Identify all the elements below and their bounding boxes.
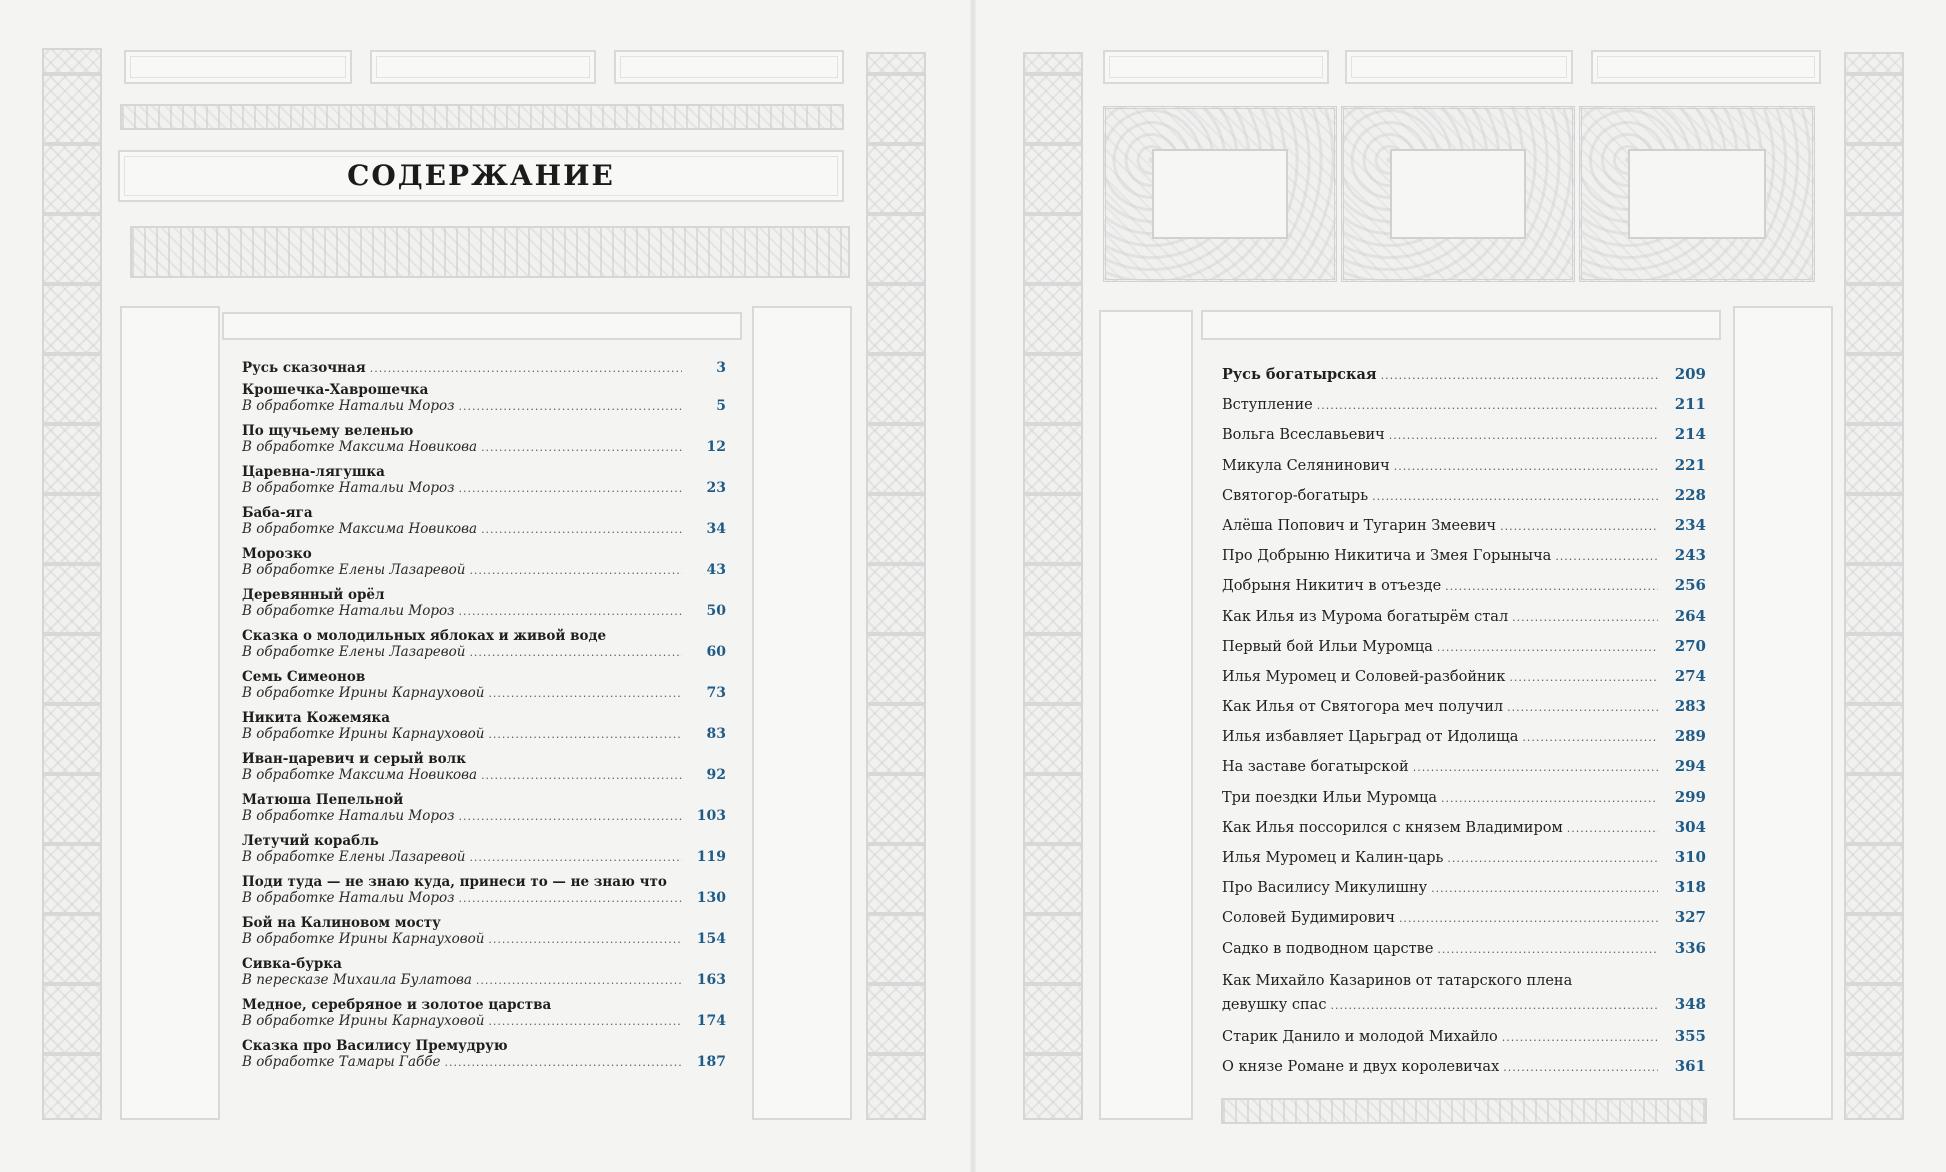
- toc-page-number: 283: [1674, 697, 1706, 716]
- toc-entry: [1222, 666, 1706, 696]
- toc-section: [1222, 364, 1706, 394]
- toc-leader-dots: [1317, 395, 1658, 416]
- toc-page-number: 34: [706, 521, 726, 537]
- right-ornate-panel-2: [1341, 106, 1575, 282]
- left-ornament-strip-mid: [130, 226, 850, 278]
- toc-entry-title: Как Илья от Святогора меч получил: [1222, 699, 1504, 716]
- right-top-panel-2: [1345, 50, 1573, 84]
- toc-leader-dots: [1503, 1057, 1658, 1078]
- toc-entry: [242, 956, 726, 997]
- toc-line: [242, 644, 726, 661]
- toc-entry-title: Старик Данило и молодой Михайло: [1222, 1028, 1498, 1045]
- toc-entry-title: Илья Муромец и Соловей-разбойник: [1222, 668, 1506, 685]
- right-side-column: [1099, 310, 1193, 1120]
- toc-leader-dots: [458, 480, 682, 497]
- toc-credit: В обработке Максима Новикова: [242, 521, 478, 537]
- toc-line: [1222, 515, 1706, 537]
- toc-page-number: 163: [696, 972, 726, 988]
- toc-page-number: 310: [1674, 848, 1706, 866]
- toc-section: [242, 360, 726, 382]
- right-ornament-column-outer: [1023, 52, 1083, 1120]
- toc-leader-dots: [458, 808, 682, 825]
- toc-entry-title-line1: Как Михайло Казаринов от татарского плена: [1222, 972, 1573, 989]
- toc-leader-dots: [469, 644, 682, 661]
- toc-entry: [242, 505, 726, 546]
- toc-entry: [1222, 938, 1706, 968]
- toc-line: [242, 398, 726, 415]
- toc-credit: В обработке Максима Новикова: [242, 767, 478, 783]
- toc-leader-dots: [1447, 848, 1658, 869]
- toc-credit: В обработке Елены Лазаревой: [242, 644, 466, 660]
- right-ornament-strip-bottom: [1221, 1098, 1707, 1124]
- toc-left: [242, 360, 726, 1079]
- toc-entry-title: Илья Муромец и Калин-царь: [1222, 850, 1444, 866]
- toc-leader-dots: [1567, 818, 1658, 839]
- toc-page-number: 3: [716, 360, 726, 376]
- toc-entry-title: Три поездки Ильи Муромца: [1222, 789, 1438, 806]
- toc-entry: [242, 423, 726, 464]
- toc-tale-title: Морозко: [242, 546, 312, 562]
- toc-page-number: 92: [706, 767, 726, 783]
- toc-entry: [242, 792, 726, 833]
- toc-line: [1222, 666, 1706, 688]
- toc-entry: [1222, 907, 1706, 937]
- toc-leader-dots: [1381, 365, 1658, 386]
- toc-leader-dots: [458, 603, 682, 620]
- toc-entry: [1222, 394, 1706, 424]
- toc-entry: [1222, 455, 1706, 485]
- left-subtitle-panel: [222, 312, 742, 340]
- toc-entry: [1222, 515, 1706, 545]
- toc-page-number: 234: [1674, 515, 1706, 534]
- toc-page-number: 299: [1674, 787, 1706, 806]
- toc-section-title: Русь сказочная: [242, 360, 366, 376]
- toc-line: [1222, 994, 1706, 1016]
- toc-line: [1222, 485, 1706, 507]
- toc-page-number: 336: [1674, 938, 1706, 957]
- toc-line: [242, 726, 726, 743]
- toc-line: [1222, 726, 1706, 748]
- toc-line: [242, 931, 726, 948]
- left-top-panel-2: [370, 50, 596, 84]
- toc-leader-dots: [1330, 995, 1658, 1016]
- toc-entry-title: Микула Селянинович: [1222, 457, 1390, 474]
- toc-line: [1222, 455, 1706, 477]
- toc-leader-dots: [1389, 425, 1658, 446]
- toc-credit: В обработке Ирины Карнауховой: [242, 685, 485, 701]
- toc-page-number: 256: [1674, 576, 1706, 595]
- toc-entry: [1222, 787, 1706, 817]
- toc-leader-dots: [481, 439, 682, 456]
- toc-entry-title-line2: девушку спас: [1222, 996, 1327, 1013]
- toc-credit: В обработке Натальи Мороз: [242, 398, 455, 414]
- toc-line: [1222, 756, 1706, 778]
- toc-entry: [1222, 545, 1706, 575]
- toc-leader-dots: [1441, 788, 1658, 809]
- toc-credit: В пересказе Михаила Булатова: [242, 972, 472, 988]
- toc-leader-dots: [1437, 939, 1658, 960]
- toc-tale-title: Семь Симеонов: [242, 669, 366, 685]
- toc-credit: В обработке Ирины Карнауховой: [242, 931, 485, 947]
- left-ornament-column-inner: [866, 52, 926, 1120]
- toc-line: [242, 972, 726, 989]
- page-title: СОДЕРЖАНИЕ: [347, 159, 615, 192]
- toc-entry: [242, 464, 726, 505]
- toc-line: [1222, 877, 1706, 899]
- right-right-column: [1733, 306, 1833, 1120]
- toc-entry-title: На заставе богатырской: [1222, 759, 1409, 776]
- toc-line: [1222, 636, 1706, 658]
- toc-tale-title: Сказка о молодильных яблоках и живой воде: [242, 628, 607, 644]
- toc-page-number: 119: [696, 849, 726, 865]
- toc-leader-dots: [1522, 727, 1658, 748]
- toc-page-number: 270: [1674, 636, 1706, 655]
- toc-entry-title: Садко в подводном царстве: [1222, 940, 1434, 957]
- toc-leader-dots: [1437, 637, 1658, 658]
- toc-entry: [242, 874, 726, 915]
- toc-tale-title: Медное, серебряное и золотое царства: [242, 997, 552, 1013]
- toc-entry: [1222, 424, 1706, 454]
- toc-page-number: 318: [1674, 878, 1706, 897]
- toc-leader-dots: [1555, 546, 1658, 567]
- toc-page-number: 348: [1674, 994, 1706, 1013]
- toc-line: [1222, 1026, 1706, 1048]
- toc-entry: [242, 915, 726, 956]
- left-side-column: [120, 306, 220, 1120]
- toc-page-number: 327: [1674, 908, 1706, 927]
- toc-line: [242, 360, 726, 377]
- toc-line: [1222, 575, 1706, 597]
- toc-page-number: 43: [706, 562, 726, 578]
- toc-page-number: 154: [696, 931, 726, 947]
- toc-leader-dots: [444, 1054, 682, 1071]
- right-ornament-column-inner: [1844, 52, 1904, 1120]
- toc-entry-title: Как Илья из Мурома богатырём стал: [1222, 608, 1509, 625]
- toc-page-number: 355: [1674, 1026, 1706, 1045]
- left-ornament-strip-top: [120, 104, 844, 130]
- toc-tale-title: Деревянный орёл: [242, 587, 385, 603]
- toc-line: [242, 1013, 726, 1030]
- toc-line: [1222, 907, 1706, 929]
- toc-tale-title: Сивка-бурка: [242, 956, 342, 972]
- toc-leader-dots: [1413, 757, 1658, 778]
- toc-page-number: 103: [696, 808, 726, 824]
- toc-line: [1222, 696, 1706, 718]
- toc-leader-dots: [469, 849, 682, 866]
- toc-tale-title: По щучьему веленью: [242, 423, 414, 439]
- toc-entry: [1222, 1026, 1706, 1056]
- toc-entry: [1222, 726, 1706, 756]
- toc-entry-title: О князе Романе и двух королевичах: [1222, 1058, 1500, 1075]
- toc-leader-dots: [488, 931, 682, 948]
- toc-line: [1222, 787, 1706, 809]
- toc-entry: [242, 382, 726, 423]
- toc-leader-dots: [481, 521, 682, 538]
- toc-credit: В обработке Максима Новикова: [242, 439, 478, 455]
- toc-entry: [1222, 877, 1706, 907]
- toc-entry: [1222, 485, 1706, 515]
- toc-line: [1222, 394, 1706, 416]
- toc-entry: [1222, 968, 1706, 1026]
- toc-entry-title: Как Илья поссорился с князем Владимиром: [1222, 819, 1563, 836]
- toc-leader-dots: [1502, 1027, 1658, 1048]
- toc-line: [1222, 847, 1706, 869]
- toc-entry: [242, 833, 726, 874]
- toc-leader-dots: [370, 360, 682, 377]
- toc-entry: [1222, 847, 1706, 877]
- toc-page-number: 361: [1674, 1056, 1706, 1075]
- toc-line: [1222, 545, 1706, 567]
- toc-page-number: 83: [706, 726, 726, 742]
- toc-leader-dots: [488, 726, 682, 743]
- toc-tale-title: Сказка про Василису Премудрую: [242, 1038, 508, 1054]
- toc-leader-dots: [1509, 667, 1658, 688]
- toc-line: [1222, 364, 1706, 386]
- toc-line: [242, 685, 726, 702]
- right-top-panel-3: [1591, 50, 1821, 84]
- toc-leader-dots: [1507, 697, 1658, 718]
- toc-leader-dots: [1500, 516, 1658, 537]
- toc-entry: [242, 710, 726, 751]
- left-top-panel-3: [614, 50, 844, 84]
- toc-credit: В обработке Елены Лазаревой: [242, 849, 466, 865]
- toc-entry: [242, 751, 726, 792]
- right-page: [973, 0, 1946, 1172]
- toc-leader-dots: [488, 1013, 682, 1030]
- toc-page-number: 304: [1674, 817, 1706, 836]
- toc-page-number: 294: [1674, 757, 1706, 776]
- toc-credit: В обработке Натальи Мороз: [242, 890, 455, 906]
- toc-section-title: Русь богатырская: [1222, 366, 1377, 383]
- toc-page-number: 50: [706, 603, 726, 619]
- toc-page-number: 12: [706, 439, 726, 455]
- toc-line: [1222, 938, 1706, 960]
- right-top-panel-1: [1103, 50, 1329, 84]
- toc-page-number: 211: [1674, 395, 1706, 414]
- toc-line: [242, 603, 726, 620]
- toc-line: [1222, 817, 1706, 839]
- toc-entry: [1222, 696, 1706, 726]
- toc-credit: В обработке Натальи Мороз: [242, 480, 455, 496]
- toc-entry-title: Про Василису Микулишну: [1222, 880, 1428, 897]
- toc-line: [242, 562, 726, 579]
- toc-tale-title: Баба-яга: [242, 505, 313, 521]
- toc-page-number: 187: [696, 1054, 726, 1070]
- toc-entry: [1222, 1056, 1706, 1086]
- toc-entry: [242, 669, 726, 710]
- toc-line: [1222, 424, 1706, 446]
- toc-page-number: 274: [1674, 666, 1706, 685]
- toc-entry: [242, 628, 726, 669]
- toc-entry-title: Святогор-богатырь: [1222, 487, 1369, 504]
- toc-entry-title: Илья избавляет Царьград от Идолища: [1222, 729, 1519, 746]
- right-ornate-panel-3: [1579, 106, 1815, 282]
- toc-page-number: 73: [706, 685, 726, 701]
- toc-entry-title: Первый бой Ильи Муромца: [1222, 638, 1433, 655]
- toc-line: [242, 480, 726, 497]
- toc-page-number: 221: [1674, 455, 1706, 474]
- left-ornament-column-outer: [42, 48, 102, 1120]
- toc-leader-dots: [1445, 576, 1658, 597]
- toc-line: [242, 521, 726, 538]
- left-right-column: [752, 306, 852, 1120]
- toc-tale-title: Матюша Пепельной: [242, 792, 404, 808]
- toc-line: [1222, 606, 1706, 628]
- toc-entry-title: Вступление: [1222, 397, 1313, 414]
- toc-tale-title: Царевна-лягушка: [242, 464, 385, 480]
- toc-page-number: 174: [696, 1013, 726, 1029]
- toc-entry-title: Вольга Всеславьевич: [1222, 427, 1385, 444]
- toc-tale-title: Никита Кожемяка: [242, 710, 391, 726]
- toc-tale-title: Летучий корабль: [242, 833, 379, 849]
- toc-page-number: 228: [1674, 485, 1706, 504]
- toc-leader-dots: [458, 398, 682, 415]
- toc-page-number: 209: [1674, 365, 1706, 383]
- toc-credit: В обработке Ирины Карнауховой: [242, 1013, 485, 1029]
- toc-page-number: 214: [1674, 425, 1706, 444]
- toc-leader-dots: [481, 767, 682, 784]
- toc-page-number: 60: [706, 644, 726, 660]
- toc-page-number: 243: [1674, 546, 1706, 565]
- toc-credit: В обработке Ирины Карнауховой: [242, 726, 485, 742]
- toc-page-number: 5: [716, 398, 726, 414]
- toc-entry: [1222, 756, 1706, 786]
- toc-credit: В обработке Натальи Мороз: [242, 808, 455, 824]
- toc-page-number: 264: [1674, 606, 1706, 625]
- toc-entry-title: Про Добрыню Никитича и Змея Горыныча: [1222, 548, 1552, 565]
- left-top-panel-1: [124, 50, 352, 84]
- toc-right: [1222, 364, 1706, 1086]
- right-ornate-panel-1: [1103, 106, 1337, 282]
- toc-leader-dots: [476, 972, 682, 989]
- toc-entry: [242, 1038, 726, 1079]
- toc-line: [242, 808, 726, 825]
- right-subtitle-panel: [1201, 310, 1721, 340]
- toc-line: [242, 1054, 726, 1071]
- toc-page-number: 289: [1674, 727, 1706, 746]
- toc-entry: [242, 997, 726, 1038]
- toc-leader-dots: [1431, 878, 1658, 899]
- toc-tale-title: Поди туда — не знаю куда, принеси то — не знаю что: [242, 874, 667, 890]
- toc-tale-title: Крошечка-Хаврошечка: [242, 382, 429, 398]
- toc-page-number: 130: [696, 890, 726, 906]
- toc-credit: В обработке Елены Лазаревой: [242, 562, 466, 578]
- toc-leader-dots: [1394, 456, 1658, 477]
- toc-credit: В обработке Натальи Мороз: [242, 603, 455, 619]
- toc-line: [1222, 1056, 1706, 1078]
- toc-leader-dots: [469, 562, 682, 579]
- toc-entry-title: Соловей Будимирович: [1222, 910, 1395, 927]
- toc-page-number: 23: [706, 480, 726, 496]
- toc-credit: В обработке Тамары Габбе: [242, 1054, 441, 1070]
- toc-tale-title: Иван-царевич и серый волк: [242, 751, 466, 767]
- toc-leader-dots: [458, 890, 682, 907]
- toc-entry: [242, 546, 726, 587]
- toc-leader-dots: [488, 685, 682, 702]
- toc-line: [242, 890, 726, 907]
- toc-tale-title: Бой на Калиновом мосту: [242, 915, 441, 931]
- toc-line: [242, 439, 726, 456]
- toc-entry: [1222, 817, 1706, 847]
- toc-entry: [242, 587, 726, 628]
- toc-entry: [1222, 636, 1706, 666]
- toc-entry: [1222, 606, 1706, 636]
- toc-entry-title: Алёша Попович и Тугарин Змеевич: [1222, 517, 1497, 534]
- toc-entry-title: Добрыня Никитич в отъезде: [1222, 578, 1442, 595]
- toc-leader-dots: [1399, 908, 1658, 929]
- toc-leader-dots: [1372, 486, 1658, 507]
- toc-line: [242, 767, 726, 784]
- toc-line: [242, 849, 726, 866]
- toc-entry: [1222, 575, 1706, 605]
- toc-leader-dots: [1512, 607, 1658, 628]
